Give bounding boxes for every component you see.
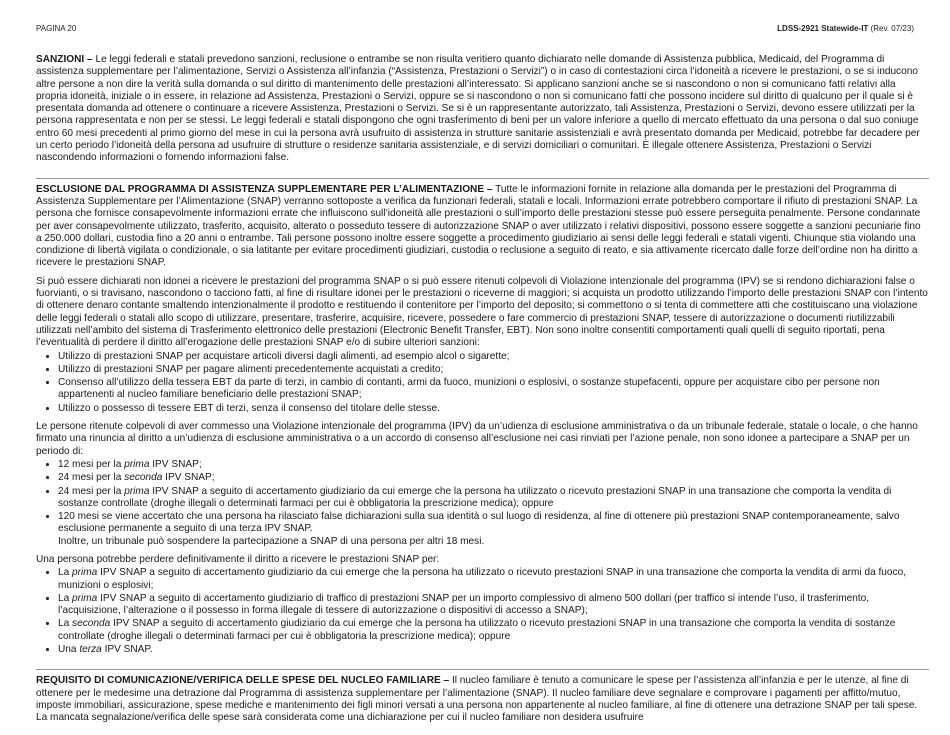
- list-note: Inoltre, un tribunale può sospendere la partecipazione a SNAP di una persona per altri 18 mesi.: [58, 535, 485, 547]
- list-item: • Una terza IPV SNAP.: [58, 643, 929, 656]
- page-number: PAGINA 20: [36, 24, 77, 33]
- esclusione-text: Tutte le informazioni fornite in relazione alla domanda per le prestazioni del Programma di Assistenza Supplementare per l’Alimentazione (SNAP) verranno sottoposte a verifica da funzionari federali, statali e locali. Informazioni errate potrebbero comportare il rifiuto di prestazioni SNAP. La persona che fornisce consapevolmente informazioni errate che influiscono sull’idoneità alle prestazioni o sull’importo delle prestazioni stesse può essere perseguita penalmente. Persone condannate per aver consapevolmente utilizzato, trasferito, acquisito, alterato o posseduto tessere di autorizzazione SNAP o aver utilizzato i relativi dispositivi, possono essere soggette a sanzioni pecuniarie fino a 250.000 dollari, custodia fino a 20 anni o entrambe. Tali persone possono inoltre essere soggette a procedimento giudiziario ai sensi delle leggi federali e statali vigenti. Chiunque stia violando una condizione di libertà vigilata o condizionale, o sia latitante per evitare procedimenti giudiziari, custodia o reclusione a seguito di reato, e sia attivamente ricercato dalle forze dell’ordine non ha diritto a ricevere le prestazioni SNAP.: [36, 183, 921, 269]
- list-item: • Utilizzo di prestazioni SNAP per acquistare articoli diversi dagli alimenti, ad esempio alcol o sigarette;: [58, 350, 929, 363]
- list-item: • Utilizzo o possesso di tessere EBT di terzi, senza il consenso del titolare delle stesse.: [58, 402, 929, 415]
- prohibited-list: [36, 350, 929, 415]
- period-list: [36, 458, 929, 548]
- document-body: [36, 54, 929, 725]
- list-item: • Utilizzo di prestazioni SNAP per pagare alimenti precedentemente acquistati a credito;: [58, 363, 929, 376]
- requisito-title: REQUISITO DI COMUNICAZIONE/VERIFICA DELLE SPESE DEL NUCLEO FAMILIARE –: [36, 675, 450, 687]
- section-divider: [36, 178, 929, 179]
- ipv-paragraph: Si può essere dichiarati non idonei a ricevere le prestazioni del programma SNAP o si può essere ritenuti colpevoli di Violazione intenzionale del programma (IPV) se si rendono dichiarazioni false o fuorvianti, o si travisano, nascondono o tacciono fatti, al fine di risultare idonei per le prestazioni o riceverne di maggiori; si acquista un prodotto utilizzando l’importo delle prestazioni SNAP con l’intento di ottenere denaro contante smaltendo intenzionalmente il prodotto e restituendo il contenitore per l’importo del deposito; si commettono o si tenta di commettere atti che costituiscano una violazione delle leggi federali o statali allo scopo di utilizzare, presentare, trasferire, acquisire, ricevere, possedere o fare commercio di prestazioni SNAP, tessere di autorizzazione o documenti riutilizzabili utilizzati nell’ambito del sistema di Trasferimento elettronico delle prestazioni (Electronic Benefit Transfer, EBT). Non sono inoltre consentiti comportamenti quali quelli di seguito riportati, pena l’eventualità di perdere il diritto all’erogazione delle prestazioni SNAP e/o di subire ulteriori sanzioni:: [36, 275, 928, 349]
- section-divider: [36, 669, 929, 670]
- list-item: • 12 mesi per la prima IPV SNAP;: [58, 458, 929, 471]
- list-item: • La prima IPV SNAP a seguito di accertamento giudiziario di traffico di prestazioni SNAP per un importo complessivo di almeno 500 dollari (per traffico si intende l’uso, il trasferimento, l’acquisizione, l’alterazione o il possesso in forma illegale di tessere di autorizzazione o dispositivi di accesso a SNAP);: [58, 592, 929, 618]
- sanzioni-text: Le leggi federali e statali prevedono sanzioni, reclusione o entrambe se non risulta veritiero quanto dichiarato nelle domande di Assistenza pubblica, Medicaid, del Programma di assistenza supplementare per l’alimentazione, Servizi o Assistenza all’infanzia (“Assistenza, Prestazioni o Servizi”) o in caso di contestazioni circa l’idoneità a ricevere le prestazioni, o se si inducono altre persone a non dire la verità sulla domanda o sul diritto di mantenimento delle prestazioni all’interessato. Si applicano sanzioni anche se si nascondono o non si comunicano fatti relativi alla propria idoneità, iniziale o in essere, in relazione ad Assistenza, Prestazioni o Servizi, oppure se si nascondono o non si comunicano fatti che possono incidere sul diritto di qualcuno per il quale si è presentata domanda ad ottenere o continuare a ricevere Assistenza, Prestazioni o Servizi. Se si è un rappresentante autorizzato, tali Assistenza, Prestazioni o Servizi, devono essere utilizzati per la persona rappresentata e non per se stessi. Le leggi federali e statali dispongono che ogni trasferimento di beni per un valore inferiore a quello di mercato effettuato da una persona o dal suo coniuge entro 60 mesi precedenti al primo giorno del mese in cui la persona avrà usufruito di assistenza in strutture sanitarie assistenziali e avrà presentato domanda per Medicaid, potrebbe far decadere per un certo periodo l’idoneità della persona ad usufruire di strutture o residenze sanitaria assistenziale, e di servizi domiciliari o comunitari. È illegale ottenere Assistenza, Prestazioni o Servizi nascondendo informazioni o fornendo informazioni false.: [36, 54, 920, 164]
- list-item: • La seconda IPV SNAP a seguito di accertamento giudiziario da cui emerge che la persona ha utilizzato o ricevuto prestazioni SNAP in una transazione che comporta la vendita di sostanze controllate (droghe illegali o determinati farmaci per cui è obbligatoria la prescrizione medica); oppure: [58, 617, 929, 643]
- requisito-paragraph: [36, 675, 929, 724]
- list-item: • 24 mesi per la seconda IPV SNAP;: [58, 471, 929, 484]
- list-item: • La prima IPV SNAP a seguito di accertamento giudiziario da cui emerge che la persona ha utilizzato o ricevuto prestazioni SNAP in una transazione che comporta la vendita di armi da fuoco, munizioni o esplosivi;: [58, 566, 929, 592]
- requisito-text: Il nucleo familiare è tenuto a comunicare le spese per l’assistenza all’infanzia e per le utenze, al fine di ottenere per le medesime una detrazione dal Programma di assistenza supplementare per l’alimentazione (SNAP). Il nucleo familiare deve segnalare e comprovare i pagamenti per affitto/mutuo, imposte immobiliari, assicurazione, spese mediche e mantenimento dei figli minori versati a una persona non appartenente al nucleo familiare, al fine di ottenere una detrazione SNAP per tali spese. La mancata segnalazione/verifica delle spese sarà considerata come una dichiarazione per cui il nucleo familiare non desidera usufruire: [36, 675, 918, 724]
- sanzioni-paragraph: [36, 54, 929, 165]
- esclusione-title: ESCLUSIONE DAL PROGRAMMA DI ASSISTENZA SUPPLEMENTARE PER L’ALIMENTAZIONE –: [36, 183, 493, 195]
- sanzioni-title: SANZIONI –: [36, 54, 93, 65]
- permanent-paragraph: Una persona potrebbe perdere definitivamente il diritto a ricevere le prestazioni SNAP per:: [36, 553, 440, 565]
- form-number: LDSS-2921: [777, 24, 819, 33]
- form-name: Statewide-IT: [821, 24, 869, 33]
- page-header: [36, 24, 914, 38]
- list-item: • 120 mesi se viene accertato che una persona ha rilasciato false dichiarazioni sulla sua identità o sul luogo di residenza, al fine di ottenere più prestazioni SNAP contemporaneamente, salvo esclusione permanente a seguito di una terza IPV SNAP. Inoltre, un tribunale può sospendere la partecipazione a SNAP di una persona per altri 18 mesi.: [58, 510, 929, 548]
- permanent-list: [36, 566, 929, 656]
- esclusione-paragraph: [36, 184, 929, 270]
- form-revision: (Rev. 07/23): [870, 24, 914, 33]
- list-item: • 24 mesi per la prima IPV SNAP a seguito di accertamento giudiziario da cui emerge che la persona ha utilizzato o ricevuto prestazioni SNAP in una transazione che comporta la vendita di sostanze controllate (droghe illegali o determinati farmaci per cui è obbligatoria la prescrizione medica); oppure: [58, 485, 929, 511]
- form-id: [777, 24, 914, 33]
- disqualification-paragraph: Le persone ritenute colpevoli di aver commesso una Violazione intenzionale del programma (IPV) da un’udienza di esclusione amministrativa o da un tribunale federale, statale o locale, o che hanno firmato una rinuncia al diritto a un’udienza di esclusione amministrativa o a un accordo di consenso all’esclusione nei casi rinviati per l’azione penale, non sono idonee a partecipare a SNAP per un periodo di:: [36, 421, 918, 457]
- list-item: • Consenso all’utilizzo della tessera EBT da parte di terzi, in cambio di contanti, armi da fuoco, munizioni o esplosivi, o sostanze stupefacenti, oppure per acquistare cibo per persone non appartenenti al nucleo familiare beneficiario delle prestazioni SNAP;: [58, 376, 929, 402]
